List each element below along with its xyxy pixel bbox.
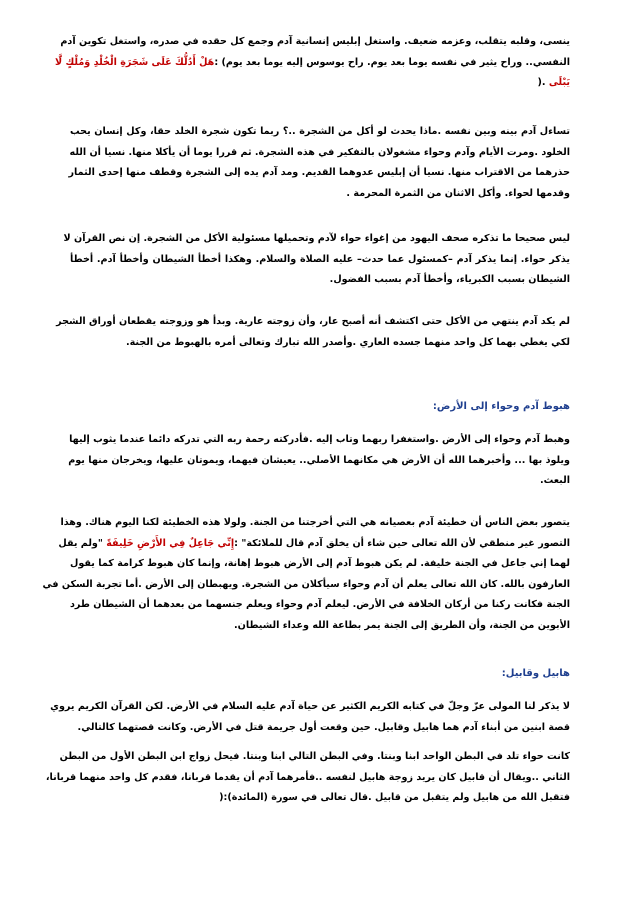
text-line: التصور غير منطقي لأن الله تعالى حين شاء أن يخلق آدم قال للملائكة" :إِنِّي جَاعِلٌ فِي الأَرْضِ خَلِيفَةً "ولم يقل bbox=[58, 537, 570, 549]
paragraph bbox=[70, 122, 570, 204]
text-line: الثاني ..ويقال أن قابيل كان يريد زوجة هابيل لنفسه ..فأمرهما آدم أن يقدما قربانا، فقدم كل واحد منهما قربانا، bbox=[45, 771, 570, 783]
text-line: فتقبل الله من هابيل ولم يتقبل من قابيل .قال تعالى في سورة (المائدة):( bbox=[219, 792, 570, 803]
section-heading: هابيل وقابيل: bbox=[501, 668, 570, 679]
text-line: ويلوذ بها ... وأخبرهما الله أن الأرض هي مكانهما الأصلي.. يعيشان فيهما، ويموتان عليها، ويخرجان منها يوم bbox=[68, 454, 570, 466]
text-line: يتصور بعض الناس أن خطيئة آدم بعصيانه هي التي أخرجتنا من الجنة. ولولا هذه الخطيئة لكنا اليوم هناك. وهذا bbox=[60, 517, 570, 528]
text-line: الجنة فكانت ركنا من أركان الخلافة في الأرض. ليعلم آدم وحواء ويعلم جنسهما من بعدهما أن الشيطان طرد bbox=[70, 599, 570, 610]
text-line: حذرهما من الاقتراب منها. نسيا أن إبليس عدوهما القديم. ومد آدم يده إلى الشجرة وقطف منها إحدى الثمار bbox=[68, 167, 570, 178]
text-line: يذكر حواء. إنما يذكر آدم –كمسئول عما حدث– عليه الصلاة والسلام. وهكذا أخطأ الشيطان وأخطأ آدم. أخطأ bbox=[70, 253, 570, 265]
paragraph bbox=[56, 312, 570, 353]
text-line: ليس صحيحا ما تذكره صحف اليهود من إغواء حواء لآدم وتحميلها مسئولية الأكل من الشجرة. إن نص القرآن لا bbox=[63, 233, 570, 244]
text-line: لكي يغطي بهما كل واحد منهما جسده العاري .وأصدر الله تبارك وتعالى أمره بالهبوط من الجنة. bbox=[125, 336, 570, 348]
section-heading: هبوط آدم وحواء إلى الأرض: bbox=[432, 401, 570, 412]
text-line: البعث. bbox=[539, 475, 570, 486]
text-line: وهبط آدم وحواء إلى الأرض .واستغفرا ربهما وتاب إليه .فأدركته رحمة ربه التي تدركه دائما عندما يثوب إليها bbox=[69, 434, 570, 445]
text-line: كانت حواء تلد في البطن الواحد ابنا وبنتا. وفي البطن التالي ابنا وبنتا. فيحل زواج ابن البطن الأول من البطن bbox=[59, 751, 570, 762]
paragraph bbox=[50, 697, 570, 738]
text-line: لهما إني جاعل في الجنة خليفة. لم يكن هبوط آدم إلى الأرض هبوط إهانة، وإنما كان هبوط كرامة كما يقول bbox=[70, 558, 570, 569]
paragraph bbox=[70, 430, 570, 492]
text-line: لم يكد آدم ينتهي من الأكل حتى اكتشف أنه أصبح عار، وأن زوجته عارية. وبدأ هو وزوجته يقطعان أوراق الشجر bbox=[56, 316, 570, 327]
paragraph bbox=[42, 513, 570, 636]
text-line: قصة ابنين من أبناء آدم هما هابيل وقابيل. حين وقعت أول جريمة قتل في الأرض. وكانت قصتهما كالتالي. bbox=[77, 721, 570, 733]
text-line: لا يذكر لنا المولى عزّ وجلّ في كتابه الكريم الكثير عن حياة آدم عليه السلام في الأرض. لكن القرآن الكريم يروي bbox=[50, 701, 570, 712]
text-line: الخلود .ومرت الأيام وآدم وحواء مشغولان بالتفكير في هذه الشجرة. ثم قررا يوما أن يأكلا منها. نسيا أن الله bbox=[69, 146, 570, 158]
text-line: تساءل آدم بينه وبين نفسه .ماذا يحدث لو أكل من الشجرة ..؟ ربما تكون شجرة الخلد حقا، وكل إنسان يحب bbox=[70, 126, 570, 137]
text-line: يَبْلَى .( bbox=[537, 77, 570, 88]
text-line: ينسى، وقلبه يتقلب، وعزمه ضعيف. واستغل إبليس إنسانية آدم وجمع كل حقده في صدره، واستغل تكوين آدم bbox=[60, 36, 570, 47]
paragraph bbox=[45, 747, 570, 809]
text-line: الأبوين من الجنة، وأن الطريق إلى الجنة يمر بطاعة الله وعداء الشيطان. bbox=[234, 619, 570, 631]
text-line: العارفون بالله. كان الله تعالى يعلم أن آدم وحواء سيأكلان من الشجرة. ويهبطان إلى الأرض .أما تجربة السكن في bbox=[42, 578, 570, 590]
text-line: وقدمها لحواء. وأكل الاثنان من الثمرة المحرمة . bbox=[346, 187, 570, 199]
text-line: النفسي.. وراح يثير في نفسه يوما بعد يوم. راح يوسوس إليه يوما بعد يوم) :هَلْ أَدُلُّكَ عَلَى شَجَرَةِ الْخُلْدِ وَمُلْكٍ لَّا bbox=[55, 56, 570, 68]
paragraph bbox=[63, 229, 570, 291]
paragraph bbox=[55, 32, 570, 94]
text-line: الشيطان بسبب الكبرياء، وأخطأ آدم بسبب الفضول. bbox=[329, 274, 570, 285]
